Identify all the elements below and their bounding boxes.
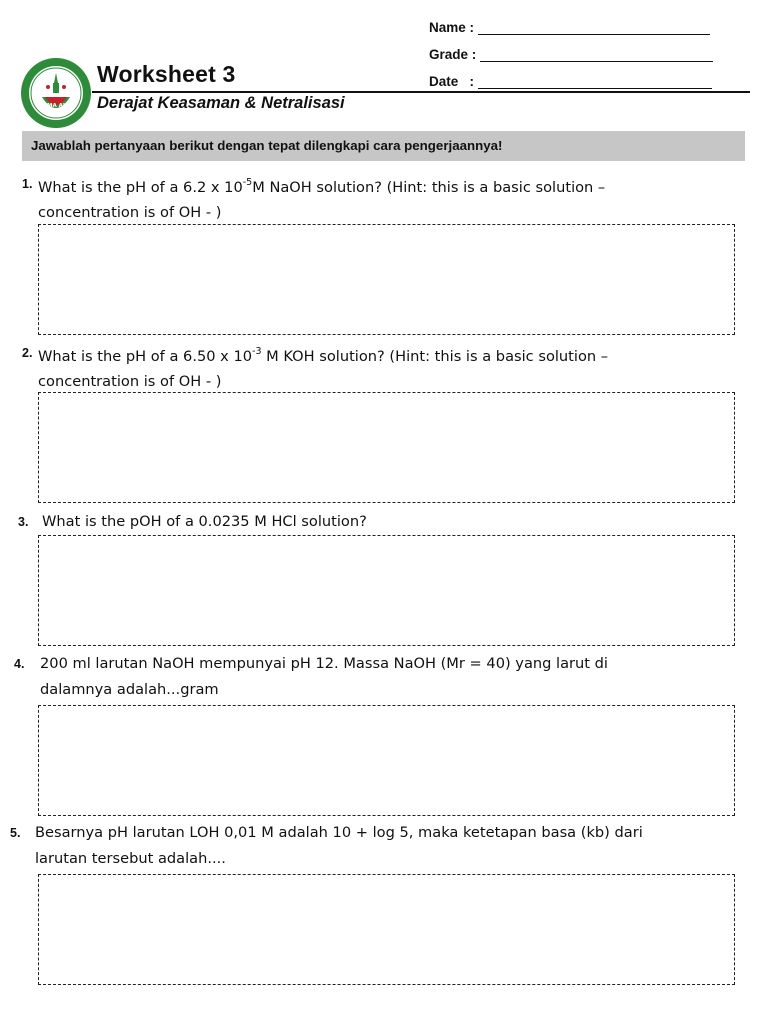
school-seal-icon [20, 57, 92, 129]
date-line[interactable] [478, 78, 712, 89]
question-2-exponent: -3 [252, 346, 262, 357]
name-line[interactable] [478, 24, 710, 35]
question-5-text-b: larutan tersebut adalah.... [35, 849, 226, 867]
answer-box-4[interactable] [38, 705, 735, 816]
name-field[interactable] [429, 20, 710, 35]
question-4-text [40, 651, 740, 702]
question-4-number: 4. [14, 657, 25, 671]
question-2-text-c: concentration is of OH - ) [38, 373, 222, 391]
question-1-exponent: -5 [242, 177, 253, 188]
question-3-number: 3. [18, 515, 29, 529]
question-5-text [35, 820, 745, 871]
question-2-number: 2. [22, 346, 33, 360]
grade-label: Grade : [429, 47, 477, 62]
grade-line[interactable] [480, 51, 713, 62]
answer-box-1[interactable] [38, 224, 735, 335]
date-label: Date : [429, 74, 475, 89]
svg-text:SMA AIS: SMA AIS [43, 103, 69, 109]
question-4-text-a: 200 ml larutan NaOH mempunyai pH 12. Massa NaOH (Mr = 40) yang larut di [40, 655, 608, 672]
question-1-number: 1. [22, 177, 33, 191]
header-divider [92, 91, 750, 93]
question-1-text-b: M NaOH solution? (Hint: this is a basic solution – [252, 178, 606, 196]
question-4-text-b: dalamnya adalah...gram [40, 680, 219, 698]
question-5-text-a: Besarnya pH larutan LOH 0,01 M adalah 10 + log 5, maka ketetapan basa (kb) dari [35, 824, 643, 841]
question-2-text-a: What is the pH of a 6.50 x 10 [38, 347, 253, 365]
worksheet-subtitle: Derajat Keasaman & Netralisasi [97, 94, 345, 112]
answer-box-2[interactable] [38, 392, 735, 503]
question-1-text [38, 171, 738, 226]
question-1-text-a: What is the pH of a 6.2 x 10 [38, 178, 243, 196]
question-2-text-b: M KOH solution? (Hint: this is a basic solution – [261, 347, 609, 365]
worksheet-title: Worksheet 3 [97, 61, 236, 87]
question-1-text-c: concentration is of OH - ) [38, 204, 222, 222]
date-field[interactable] [429, 74, 712, 89]
instruction-banner: Jawablah pertanyaan berikut dengan tepat dilengkapi cara pengerjaannya! [22, 131, 745, 161]
school-logo [20, 57, 92, 129]
name-label: Name : [429, 20, 475, 35]
grade-field[interactable] [429, 47, 713, 62]
question-3-text: What is the pOH of a 0.0235 M HCl solution? [42, 513, 367, 530]
question-5-number: 5. [10, 826, 21, 840]
answer-box-5[interactable] [38, 874, 735, 985]
answer-box-3[interactable] [38, 535, 735, 646]
question-2-text [38, 340, 738, 395]
